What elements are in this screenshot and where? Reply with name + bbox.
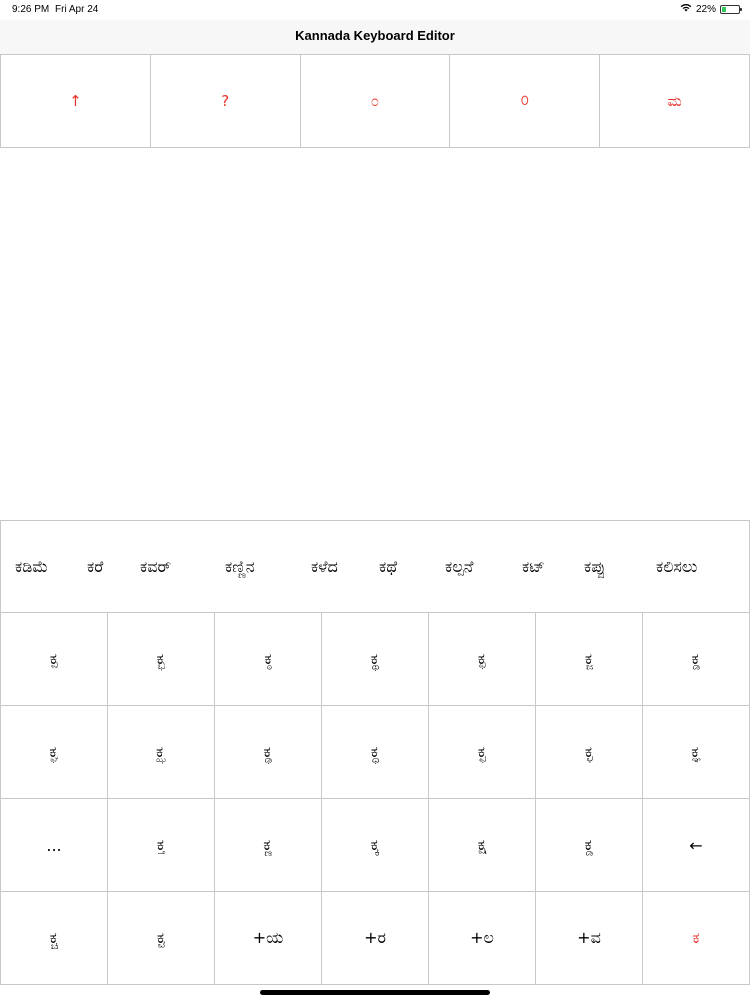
status-right — [680, 3, 740, 15]
top-key-up-arrow[interactable]: ↑ — [0, 55, 151, 147]
key-kgha[interactable]: ಕ್ಘ — [1, 706, 108, 799]
key-plus-va[interactable]: +ವ — [536, 892, 643, 985]
status-bar — [0, 0, 750, 20]
key-knna[interactable]: ಕ್ಣ — [215, 799, 322, 892]
key-ktta[interactable]: ಕ್ಟ — [108, 892, 215, 985]
key-ka-base[interactable]: ಕ — [643, 892, 750, 985]
key-ktha[interactable]: ಕ್ಠ — [215, 613, 322, 706]
battery-icon — [720, 5, 740, 14]
top-key-question[interactable]: ? — [151, 55, 301, 147]
suggestion-item[interactable]: ಕಟ್ — [522, 557, 545, 576]
suggestion-item[interactable]: ಕಪ್ಪು — [584, 557, 606, 576]
suggestion-item[interactable]: ಕಳೆದ — [311, 557, 338, 576]
keyboard-grid — [0, 613, 750, 985]
key-kpha[interactable]: ಕ್ಫ — [429, 613, 536, 706]
top-key-circle[interactable]: ௦ — [450, 55, 600, 147]
nav-bar — [0, 20, 750, 54]
key-plus-la[interactable]: +ಲ — [429, 892, 536, 985]
suggestion-item[interactable]: ಕವರ್ — [140, 557, 172, 576]
status-date: Fri Apr 24 — [55, 4, 99, 15]
suggestion-item[interactable]: ಕಥೆ — [379, 557, 398, 576]
suggestion-item[interactable]: ಕಲಿಸಲು — [656, 557, 698, 576]
more-button[interactable]: ... — [1, 799, 108, 892]
key-kda2[interactable]: ಕ್ಡ — [536, 799, 643, 892]
top-key-ma[interactable]: ಮ — [600, 55, 750, 147]
key-knya[interactable]: ಕ್ಞ — [643, 706, 750, 799]
battery-percent: 22% — [695, 3, 716, 15]
text-editor-area[interactable] — [0, 148, 750, 520]
suggestion-item[interactable]: ಕಣ್ಣಿನ — [225, 557, 255, 576]
key-kka[interactable]: ಕ್ಕ — [322, 799, 429, 892]
key-kca[interactable]: ಕ್ಚ — [1, 892, 108, 985]
key-kchha[interactable]: ಕ್ಛ — [429, 706, 536, 799]
top-key-row — [0, 54, 750, 148]
suggestion-item[interactable]: ಕಲ್ಪನೆ — [445, 557, 474, 576]
key-kja[interactable]: ಕ್ಜ — [536, 613, 643, 706]
wifi-icon — [680, 3, 692, 15]
home-indicator[interactable] — [260, 990, 490, 995]
key-plus-ya[interactable]: +ಯ — [215, 892, 322, 985]
key-kta[interactable]: ಕ್ತ — [108, 799, 215, 892]
key-kda[interactable]: ಕ್ಡ — [643, 613, 750, 706]
key-kpa[interactable]: ಕ್ಪ — [1, 613, 108, 706]
key-kjha[interactable]: ಕ್ಝ — [108, 706, 215, 799]
backspace-button[interactable]: ← — [643, 799, 750, 892]
key-kddha[interactable]: ಕ್ಢ — [215, 706, 322, 799]
key-kdha[interactable]: ಕ್ಧ — [322, 706, 429, 799]
key-ksha[interactable]: ಕ್ಷ — [429, 799, 536, 892]
page-title: Kannada Keyboard Editor — [295, 28, 455, 43]
suggestion-item[interactable]: ಕಡಿಮೆ — [15, 557, 49, 576]
suggestion-item[interactable]: ಕರೆ — [87, 557, 104, 576]
top-key-zero[interactable]: ೦ — [301, 55, 451, 147]
key-klla[interactable]: ಕ್ಳ — [536, 706, 643, 799]
key-kbha[interactable]: ಕ್ಭ — [108, 613, 215, 706]
key-plus-ra[interactable]: +ರ — [322, 892, 429, 985]
key-ktha2[interactable]: ಕ್ಥ — [322, 613, 429, 706]
status-time: 9:26 PM — [12, 4, 50, 15]
battery-fill — [722, 7, 726, 12]
suggestion-row — [0, 520, 750, 613]
